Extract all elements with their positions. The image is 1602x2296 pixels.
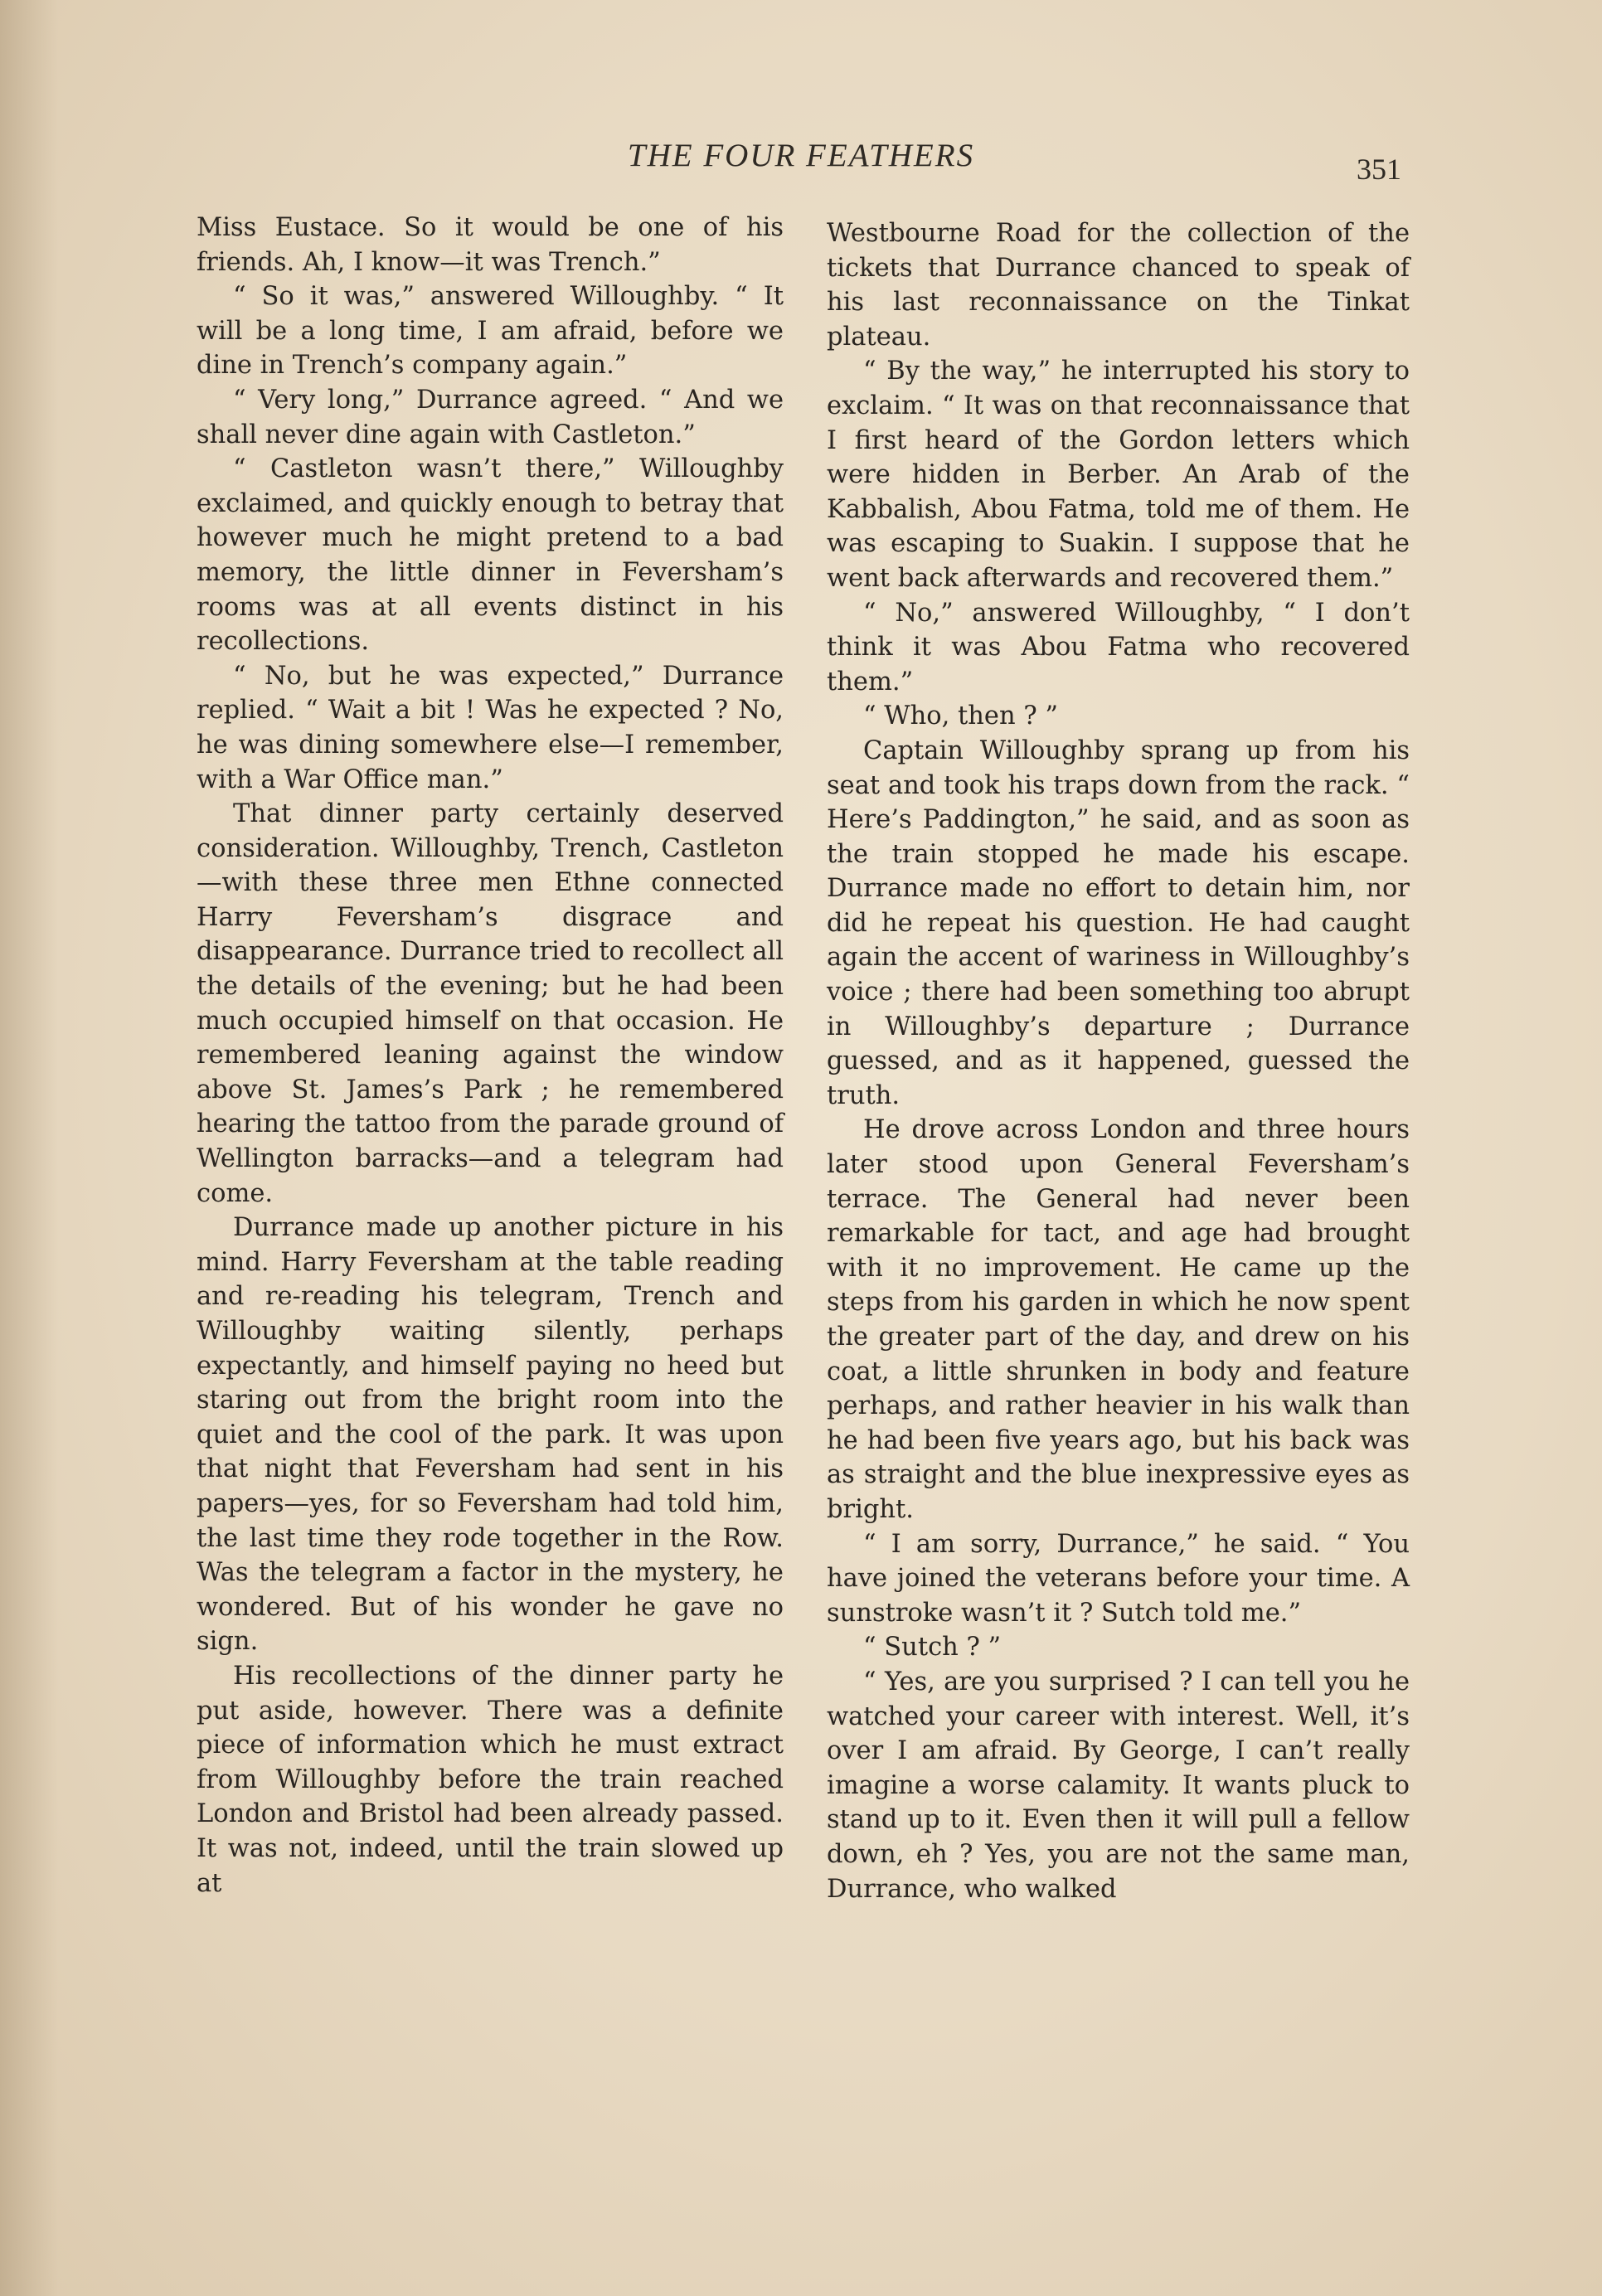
running-title: THE FOUR FEATHERS (627, 138, 975, 173)
paragraph: Westbourne Road for the collection of the tickets that Durrance chanced to speak of his last reconnaissance on the Tinkat plateau. (827, 219, 1410, 352)
right-column (827, 216, 1410, 1906)
paragraph: That dinner party certainly deserved consideration. Willoughby, Trench, Castleton—with these three men Ethne connected Harry Feversham’s disgrace and disappearance. Durrance tried to recollect all the details of the evening; but he had been much occupied himself on that occasion. He remembered leaning against the window above St. James’s Park ; he remembered hearing the tattoo from the parade ground of Wellington barracks—and a telegram had come. (197, 799, 784, 1208)
paragraph: Durrance made up another picture in his mind. Harry Feversham at the table reading and re-reading his telegram, Trench and Willoughby waiting silently, perhaps expectantly, and himself paying no heed but staring out from the bright room into the quiet and the cool of the park. It was upon that night that Feversham had sent in his papers—yes, for so Feversham had told him, the last time they rode together in the Row. Was the telegram a factor in the mystery, he wondered. But of his wonder he gave no sign. (197, 1213, 784, 1657)
paragraph: “ Yes, are you surprised ? I can tell you he watched your career with interest. Well, it’s over I am afraid. By George, I can’t really imagine a worse calamity. It wants pluck to stand up to it. Even then it will pull a fellow down, eh ? Yes, you are not the same man, Durrance, who walked (827, 1667, 1410, 1904)
paragraph: “ Castleton wasn’t there,” Willoughby exclaimed, and quickly enough to betray that however much he might pretend to a bad memory, the little dinner in Feversham’s rooms was at all events distinct in his recollections. (197, 454, 784, 657)
paragraph: “ So it was,” answered Willoughby. “ It will be a long time, I am afraid, before we dine in Trench’s company again.” (197, 282, 784, 381)
paragraph: “ Very long,” Durrance agreed. “ And we shall never dine again with Castleton.” (197, 385, 784, 449)
paragraph: “ By the way,” he interrupted his story to exclaim. “ It was on that reconnaissance that I first heard of the Gordon letters which were hidden in Berber. An Arab of the Kabbalish, Abou Fatma, told me of them. He was escaping to Suakin. I suppose that he went back afterwards and recovered them.” (827, 357, 1410, 593)
paragraph: Captain Willoughby sprang up from his seat and took his traps down from the rack. “ Here’s Paddington,” he said, and as soon as the train stopped he made his escape. Durrance made no effort to detain him, nor did he repeat his question. He had caught again the accent of wariness in Willoughby’s voice ; there had been something too abrupt in Willoughby’s departure ; Durrance guessed, and as it happened, guessed the truth. (827, 735, 1410, 1110)
spine-shadow (0, 0, 58, 2296)
paragraph: “ No,” answered Willoughby, “ I don’t think it was Abou Fatma who recovered them.” (827, 598, 1410, 697)
paragraph: “ No, but he was expected,” Durrance replied. “ Wait a bit ! Was he expected ? No, he was dining somewhere else—I remember, with a War Office man.” (197, 661, 784, 794)
paragraph: He drove across London and three hours later stood upon General Feversham’s terrace. The General had never been remarkable for tact, and age had brought with it no improvement. He came up the steps from his garden in which he now spent the greater part of the day, and drew on his coat, a little shrunken in body and feature perhaps, and rather heavier in his walk than he had been five years ago, but his back was as straight and the blue inexpressive eyes as bright. (827, 1115, 1410, 1524)
left-column (197, 211, 784, 1900)
paragraph: “ Sutch ? ” (863, 1633, 1002, 1663)
paragraph: “ Who, then ? ” (863, 701, 1058, 731)
paragraph: “ I am sorry, Durrance,” he said. “ You have joined the veterans before your time. A sunstroke wasn’t it ? Sutch told me.” (827, 1529, 1410, 1628)
paragraph: His recollections of the dinner party he put aside, however. There was a definite piece of information which he must extract from Willoughby before the train reached London and Bristol had been already passed. It was not, indeed, until the train slowed up at (197, 1661, 784, 1898)
paragraph: Miss Eustace. So it would be one of his friends. Ah, I know—it was Trench.” (197, 213, 784, 277)
page-number: 351 (1357, 153, 1401, 186)
